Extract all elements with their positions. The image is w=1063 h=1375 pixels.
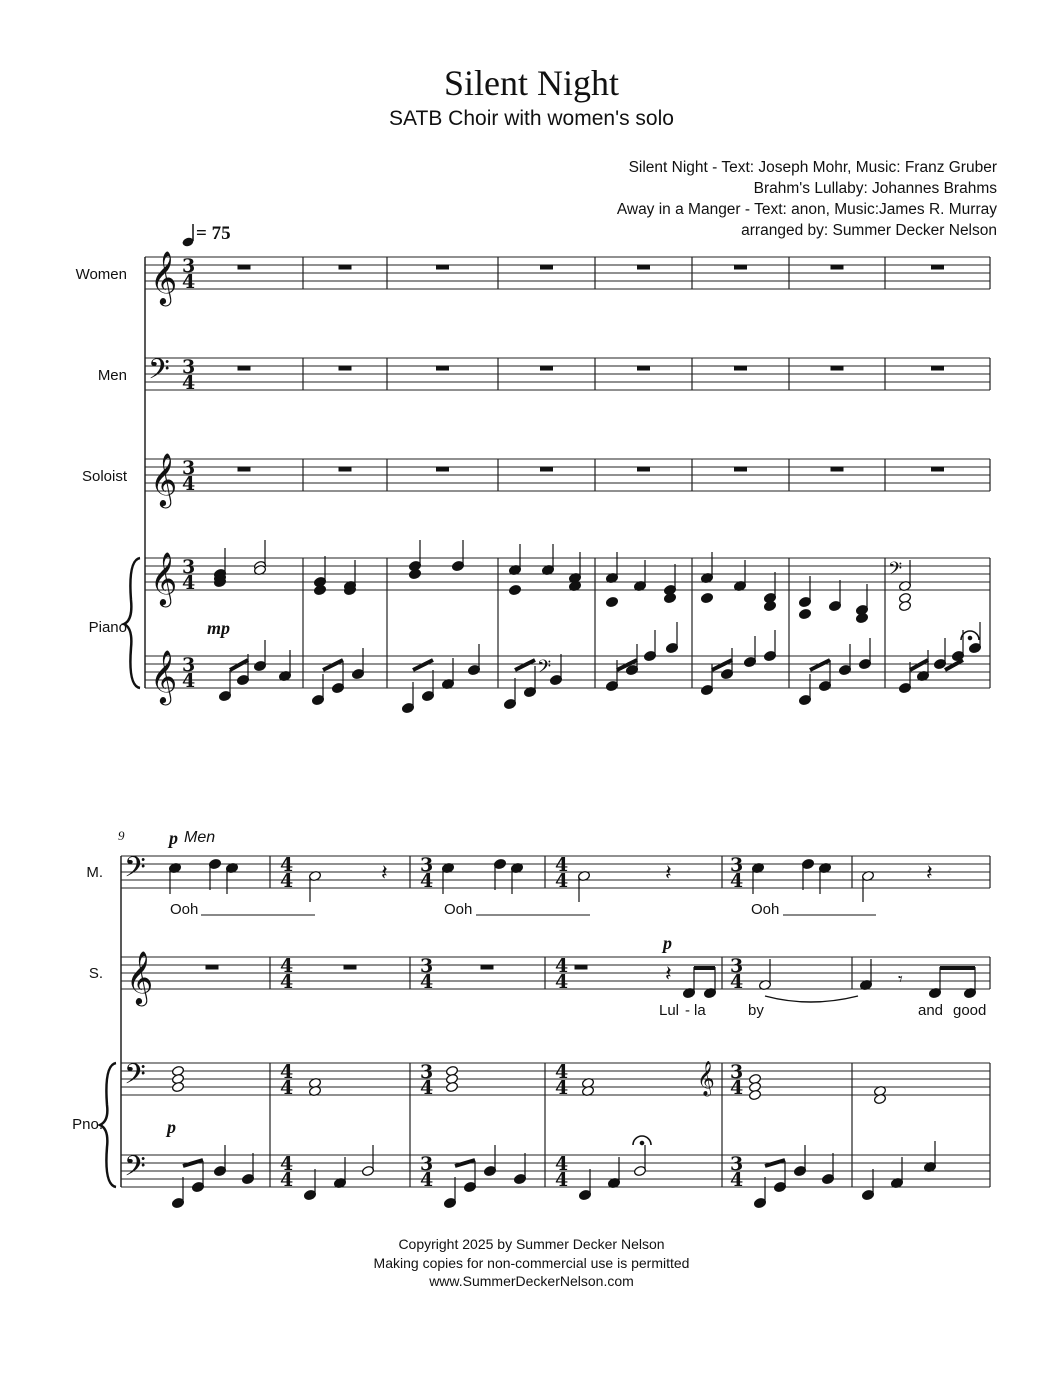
whole-rest xyxy=(437,467,449,471)
treble-clef-icon: 𝄞 xyxy=(150,452,178,506)
footer-line: Copyright 2025 by Summer Decker Nelson xyxy=(398,1236,665,1252)
time-signature: 4 xyxy=(730,1169,744,1191)
whole-rest xyxy=(238,366,250,370)
time-signature: 4 xyxy=(420,1169,434,1191)
fermata-dot xyxy=(640,1141,644,1145)
time-signature: 3 xyxy=(182,654,196,676)
fermata-dot xyxy=(968,636,972,640)
treble-clef-icon: 𝄞 xyxy=(126,950,154,1004)
time-signature: 3 xyxy=(420,854,434,876)
page-subtitle: SATB Choir with women's solo xyxy=(389,107,674,130)
notehead xyxy=(445,1081,458,1092)
time-signature: 3 xyxy=(182,356,196,378)
time-signature: 4 xyxy=(555,955,569,977)
instrument-label-piano: Piano xyxy=(88,619,127,636)
time-signature: 4 xyxy=(182,572,196,594)
notehead xyxy=(408,568,421,579)
beam xyxy=(323,660,343,670)
staff-sol xyxy=(145,459,990,491)
credit-line: Silent Night - Text: Joseph Mohr, Music: Franz Gruber xyxy=(628,159,997,176)
quarter-rest: 𝄽 xyxy=(926,861,933,886)
page-title: Silent Night xyxy=(443,63,619,103)
staff-women xyxy=(145,257,990,289)
whole-rest xyxy=(932,467,944,471)
notehead xyxy=(748,1089,761,1100)
instrument-label-women: Women xyxy=(75,266,127,283)
whole-rest xyxy=(932,265,944,269)
piano-brace xyxy=(100,1063,116,1187)
whole-rest xyxy=(831,265,843,269)
footer-line: Making copies for non-commercial use is permitted xyxy=(373,1254,690,1271)
whole-rest xyxy=(541,366,553,370)
men-cue: Men xyxy=(184,829,216,846)
time-signature: 4 xyxy=(555,1153,569,1175)
treble-clef-icon: 𝄞 xyxy=(150,551,178,605)
bass-clef-icon: 𝄢 xyxy=(124,1058,146,1098)
notehead xyxy=(700,592,713,603)
bass-clef-icon: 𝄢 xyxy=(124,851,146,891)
whole-rest xyxy=(932,366,944,370)
staff-piano-right xyxy=(145,558,990,590)
half-rest xyxy=(575,965,587,969)
time-signature: 3 xyxy=(182,457,196,479)
bass-clef-icon: 𝄢 xyxy=(148,353,170,393)
whole-rest xyxy=(735,265,747,269)
whole-rest xyxy=(541,265,553,269)
whole-rest xyxy=(238,265,250,269)
instrument-label-soloist: Soloist xyxy=(81,468,127,485)
notehead xyxy=(855,612,868,623)
beam xyxy=(945,660,963,670)
notehead xyxy=(171,1081,184,1092)
beam xyxy=(810,660,830,670)
beam xyxy=(712,660,732,670)
time-signature: 4 xyxy=(280,1153,294,1175)
time-signature: 4 xyxy=(555,854,569,876)
time-signature: 4 xyxy=(280,1077,294,1099)
beam xyxy=(230,660,248,670)
time-signature: 4 xyxy=(730,971,744,993)
whole-rest xyxy=(735,366,747,370)
beam xyxy=(413,660,433,670)
time-signature: 4 xyxy=(555,1169,569,1191)
time-signature: 4 xyxy=(730,1077,744,1099)
whole-rest xyxy=(638,467,650,471)
whole-rest xyxy=(541,467,553,471)
time-signature: 3 xyxy=(182,556,196,578)
time-signature: 3 xyxy=(730,1061,744,1083)
time-signature: 4 xyxy=(182,670,196,692)
time-signature: 4 xyxy=(555,870,569,892)
time-signature: 4 xyxy=(280,955,294,977)
time-signature: 4 xyxy=(730,870,744,892)
time-signature: 3 xyxy=(420,1061,434,1083)
treble-clef-icon: 𝄞 xyxy=(697,1061,715,1096)
beam xyxy=(910,660,928,670)
time-signature: 3 xyxy=(730,955,744,977)
instrument-label-piano-short: Pno. xyxy=(72,1116,103,1133)
eighth-rest: 𝄾 xyxy=(898,969,903,990)
whole-rest xyxy=(206,965,218,969)
bass-clef-icon: 𝄢 xyxy=(124,1150,146,1190)
time-signature: 4 xyxy=(555,971,569,993)
time-signature: 4 xyxy=(280,854,294,876)
lyric-men: Ooh xyxy=(170,901,199,918)
lyric-men: Ooh xyxy=(444,901,473,918)
whole-rest xyxy=(481,965,493,969)
whole-rest xyxy=(831,366,843,370)
time-signature: 4 xyxy=(280,1061,294,1083)
time-signature: 4 xyxy=(420,870,434,892)
time-signature: 4 xyxy=(182,473,196,495)
instrument-label-soloist-short: S. xyxy=(88,965,103,982)
credit-line: arranged by: Summer Decker Nelson xyxy=(741,222,997,239)
notehead xyxy=(313,584,326,595)
dynamic-p-soloist: p xyxy=(663,933,672,953)
whole-rest xyxy=(339,265,351,269)
time-signature: 4 xyxy=(420,1077,434,1099)
quarter-rest: 𝄽 xyxy=(665,861,672,886)
lyric-soloist: by xyxy=(748,1002,764,1019)
time-signature: 4 xyxy=(555,1061,569,1083)
whole-rest xyxy=(437,366,449,370)
whole-rest xyxy=(437,265,449,269)
tempo-value: = 75 xyxy=(196,223,231,244)
time-signature: 3 xyxy=(182,255,196,277)
tie xyxy=(765,996,858,1002)
time-signature: 4 xyxy=(555,1077,569,1099)
time-signature: 3 xyxy=(730,854,744,876)
whole-rest xyxy=(238,467,250,471)
bass-clef-icon: 𝄢 xyxy=(537,657,552,682)
notehead xyxy=(605,596,618,607)
time-signature: 3 xyxy=(420,955,434,977)
time-signature: 4 xyxy=(182,271,196,293)
treble-clef-icon: 𝄞 xyxy=(150,649,178,703)
staff-men xyxy=(145,358,990,390)
notehead xyxy=(763,600,776,611)
credit-line: Brahm's Lullaby: Johannes Brahms xyxy=(753,180,997,197)
beam xyxy=(515,660,535,670)
footer-line: www.SummerDeckerNelson.com xyxy=(429,1273,634,1289)
dynamic-mp: mp xyxy=(207,618,231,638)
time-signature: 4 xyxy=(280,1169,294,1191)
notehead xyxy=(663,592,676,603)
treble-clef-icon: 𝄞 xyxy=(150,250,178,304)
instrument-label-men: Men xyxy=(97,367,127,384)
whole-rest xyxy=(735,467,747,471)
notehead xyxy=(898,600,911,611)
time-signature: 3 xyxy=(730,1153,744,1175)
time-signature: 4 xyxy=(280,870,294,892)
quarter-rest: 𝄽 xyxy=(381,861,388,886)
lyric-soloist: - xyxy=(685,1002,690,1019)
time-signature: 4 xyxy=(280,971,294,993)
whole-rest xyxy=(339,467,351,471)
dynamic-p-men: p xyxy=(169,828,178,848)
credit-line: Away in a Manger - Text: anon, Music:James R. Murray xyxy=(616,201,997,218)
lyric-soloist: good xyxy=(953,1002,987,1019)
piano-brace xyxy=(124,558,140,688)
lyric-soloist: la xyxy=(694,1002,706,1019)
notehead xyxy=(508,584,521,595)
time-signature: 4 xyxy=(420,971,434,993)
dynamic-p-piano: p xyxy=(167,1117,176,1137)
whole-rest xyxy=(638,265,650,269)
notehead xyxy=(798,608,811,619)
whole-rest xyxy=(344,965,356,969)
measure-number: 9 xyxy=(118,828,125,843)
whole-rest xyxy=(831,467,843,471)
bass-clef-icon: 𝄢 xyxy=(888,559,903,584)
quarter-rest: 𝄽 xyxy=(665,962,672,987)
time-signature: 4 xyxy=(182,372,196,394)
lyric-soloist: Lul xyxy=(659,1002,680,1019)
lyric-soloist: and xyxy=(918,1002,944,1019)
time-signature: 3 xyxy=(420,1153,434,1175)
whole-rest xyxy=(638,366,650,370)
instrument-label-men-short: M. xyxy=(86,864,103,881)
lyric-men: Ooh xyxy=(751,901,780,918)
whole-rest xyxy=(339,366,351,370)
